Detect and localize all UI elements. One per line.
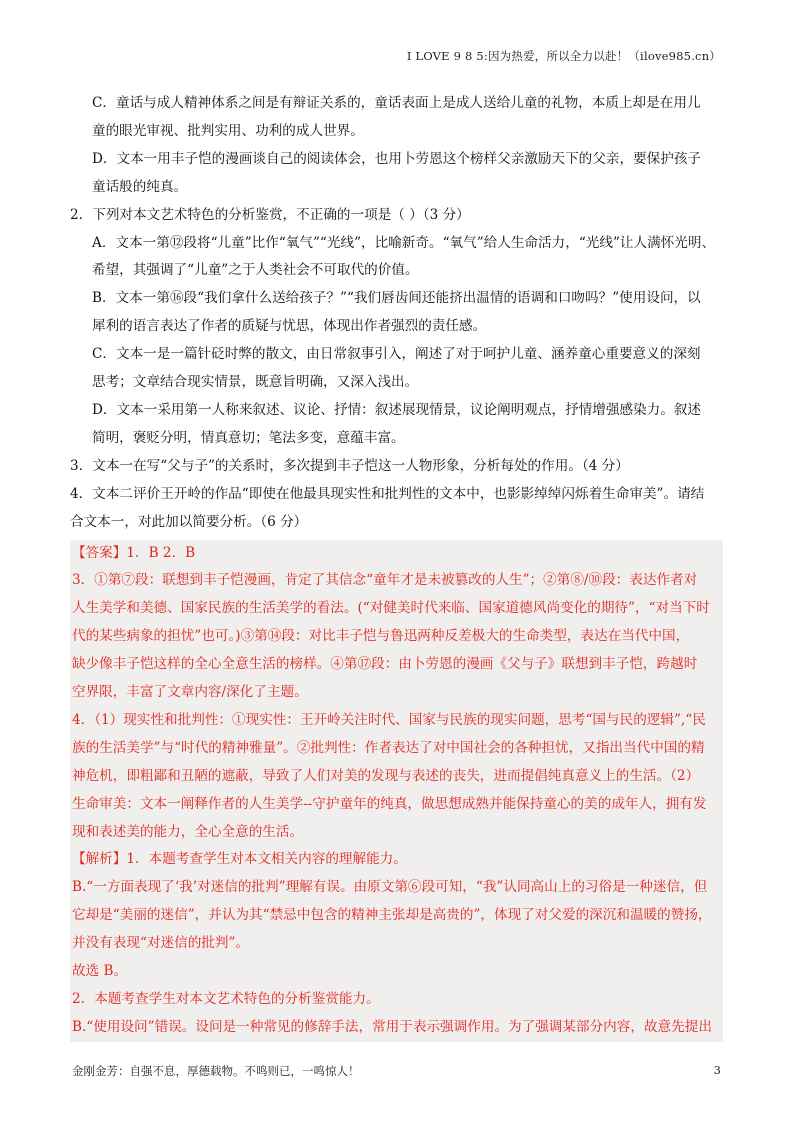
text-line-a1: A．文本一第⑫段将“儿童”比作“氧气”“光线”，比喻新奇。“氧气”给人生命活力，“光线”让人满怀光明、 (92, 234, 716, 251)
answer-line-r3c: 代的某些病象的担忧”也可。)③第⑭段：对比丰子恺与鲁迅两种反差极大的生命类型，表达在当代中国， (72, 628, 690, 645)
answer-line-jx3: 并没有表现“对迷信的批判”。 (72, 935, 250, 952)
text-line-d2: 童话般的纯真。 (92, 178, 188, 195)
answer-line-r3b: 人生美学和美德、国家民族的生活美学的看法。(“对健美时代来临、国家道德风尚变化的期待”，“对当下时 (72, 600, 710, 617)
footer-motto: 金刚金芳：自强不息，厚德载物。不鸣则已，一鸣惊人！ (72, 1064, 360, 1078)
answer-line-jx5: 2．本题考查学生对本文艺术特色的分析鉴赏能力。 (72, 991, 380, 1007)
text-line-f1: D．文本一采用第一人称来叙述、议论、抒情：叙述展现情景，议论阐明观点，抒情增强感染力。叙述 (92, 401, 702, 418)
answer-line-r3d: 缺少像丰子恺这样的全心全意生活的榜样。④第⑰段：由卜劳恩的漫画《父与子》联想到丰子恺，跨越时 (72, 656, 698, 673)
text-line-d1: D．文本一用丰子恺的漫画谈自己的阅读体会，也用卜劳恩这个榜样父亲激励天下的父亲，要保护孩子 (92, 150, 702, 167)
document-body (70, 90, 723, 1042)
answer-line-r4c: 神危机，即粗鄙和丑陋的遮蔽，导致了人们对美的发现与表述的丧失，进而提倡纯真意义上的生活。（2） (72, 767, 700, 784)
text-line-q2: 2．下列对本文艺术特色的分析鉴赏，不正确的一项是（ ）（3 分） (70, 206, 470, 223)
answer-line-jx6: B.“使用设问”错误。设问是一种常见的修辞手法，常用于表示强调作用。为了强调某部分内容，故意先提出 (72, 1018, 712, 1035)
answer-line-r4b: 族的生活美学”与“时代的精神雅量”。②批判性：作者表达了对中国社会的各种担忧，又指出当代中国的精 (72, 739, 705, 756)
page-number: 3 (713, 1063, 721, 1077)
answer-line-r4a: 4．（1）现实性和批判性：①现实性：王开岭关注时代、国家与民族的现实问题，思考“国与民的逻辑”,“民 (72, 711, 706, 728)
answer-line-r3a: 3．①第⑦段：联想到丰子恺漫画，肯定了其信念“童年才是未被篡改的人生”；②第⑧/⑩段：表达作者对 (72, 572, 698, 589)
answer-section (70, 540, 723, 1042)
text-line-e1: C．文本一是一篇针砭时弊的散文，由日常叙事引入，阐述了对于呵护儿童、涵养童心重要意义的深刻 (92, 346, 701, 363)
page-header: I LOVE 9 8 5:因为热爱，所以全力以赴！（ilove985.cn） (406, 49, 721, 63)
text-line-c1: C．童话与成人精神体系之间是有辩证关系的，童话表面上是成人送给儿童的礼物，本质上却是在用儿 (92, 95, 701, 111)
text-line-q3: 3．文本一在写“父与子”的关系时，多次提到丰子恺这一人物形象，分析每处的作用。（4 分） (70, 457, 629, 474)
text-line-c2: 童的眼光审视、批判实用、功利的成人世界。 (92, 122, 364, 139)
answer-line-ans: 【答案】1．B 2．B (72, 544, 196, 561)
answer-line-r4d: 生命审美：文本一阐释作者的人生美学--守护童年的纯真，做思想成熟并能保持童心的美的成年人，拥有发 (72, 795, 707, 812)
question-section (70, 90, 723, 537)
text-line-q4a: 4．文本二评价王开岭的作品“即使在他最具现实性和批判性的文本中，也影影绰绰闪烁着生命审美”。请结 (70, 485, 705, 502)
answer-line-jx1: B.“一方面表现了‘我’对迷信的批判”理解有误。由原文第⑥段可知，“我”认同高山上的习俗是一种迷信，但 (72, 879, 708, 896)
text-line-b1: B．文本一第⑯段“我们拿什么送给孩子？”“我们唇齿间还能挤出温情的语调和口吻吗？”使用设问，以 (92, 290, 701, 307)
answer-line-r4e: 现和表述美的能力，全心全意的生活。 (72, 823, 304, 840)
text-line-b2: 犀利的语言表达了作者的质疑与忧思，体现出作者强烈的责任感。 (92, 318, 487, 335)
answer-line-jx2: 它却是“美丽的迷信”，并认为其“禁忌中包含的精神主张却是高贵的”，体现了对父爱的深沉和温暖的赞扬， (72, 907, 712, 924)
text-line-q4b: 合文本一，对此加以简要分析。（6 分） (70, 513, 308, 530)
answer-line-r3e: 空界限，丰富了文章内容/深化了主题。 (72, 684, 308, 701)
answer-line-jx: 【解析】1．本题考查学生对本文相关内容的理解能力。 (72, 851, 407, 868)
text-line-a2: 希望，其强调了“儿童”之于人类社会不可取代的价值。 (92, 262, 419, 279)
text-line-e2: 思考；文章结合现实情景，既意旨明确，又深入浅出。 (92, 374, 419, 391)
text-line-f2: 简明，褒贬分明，情真意切；笔法多变，意蕴丰富。 (92, 429, 405, 446)
answer-line-jx4: 故选 B。 (72, 963, 128, 980)
